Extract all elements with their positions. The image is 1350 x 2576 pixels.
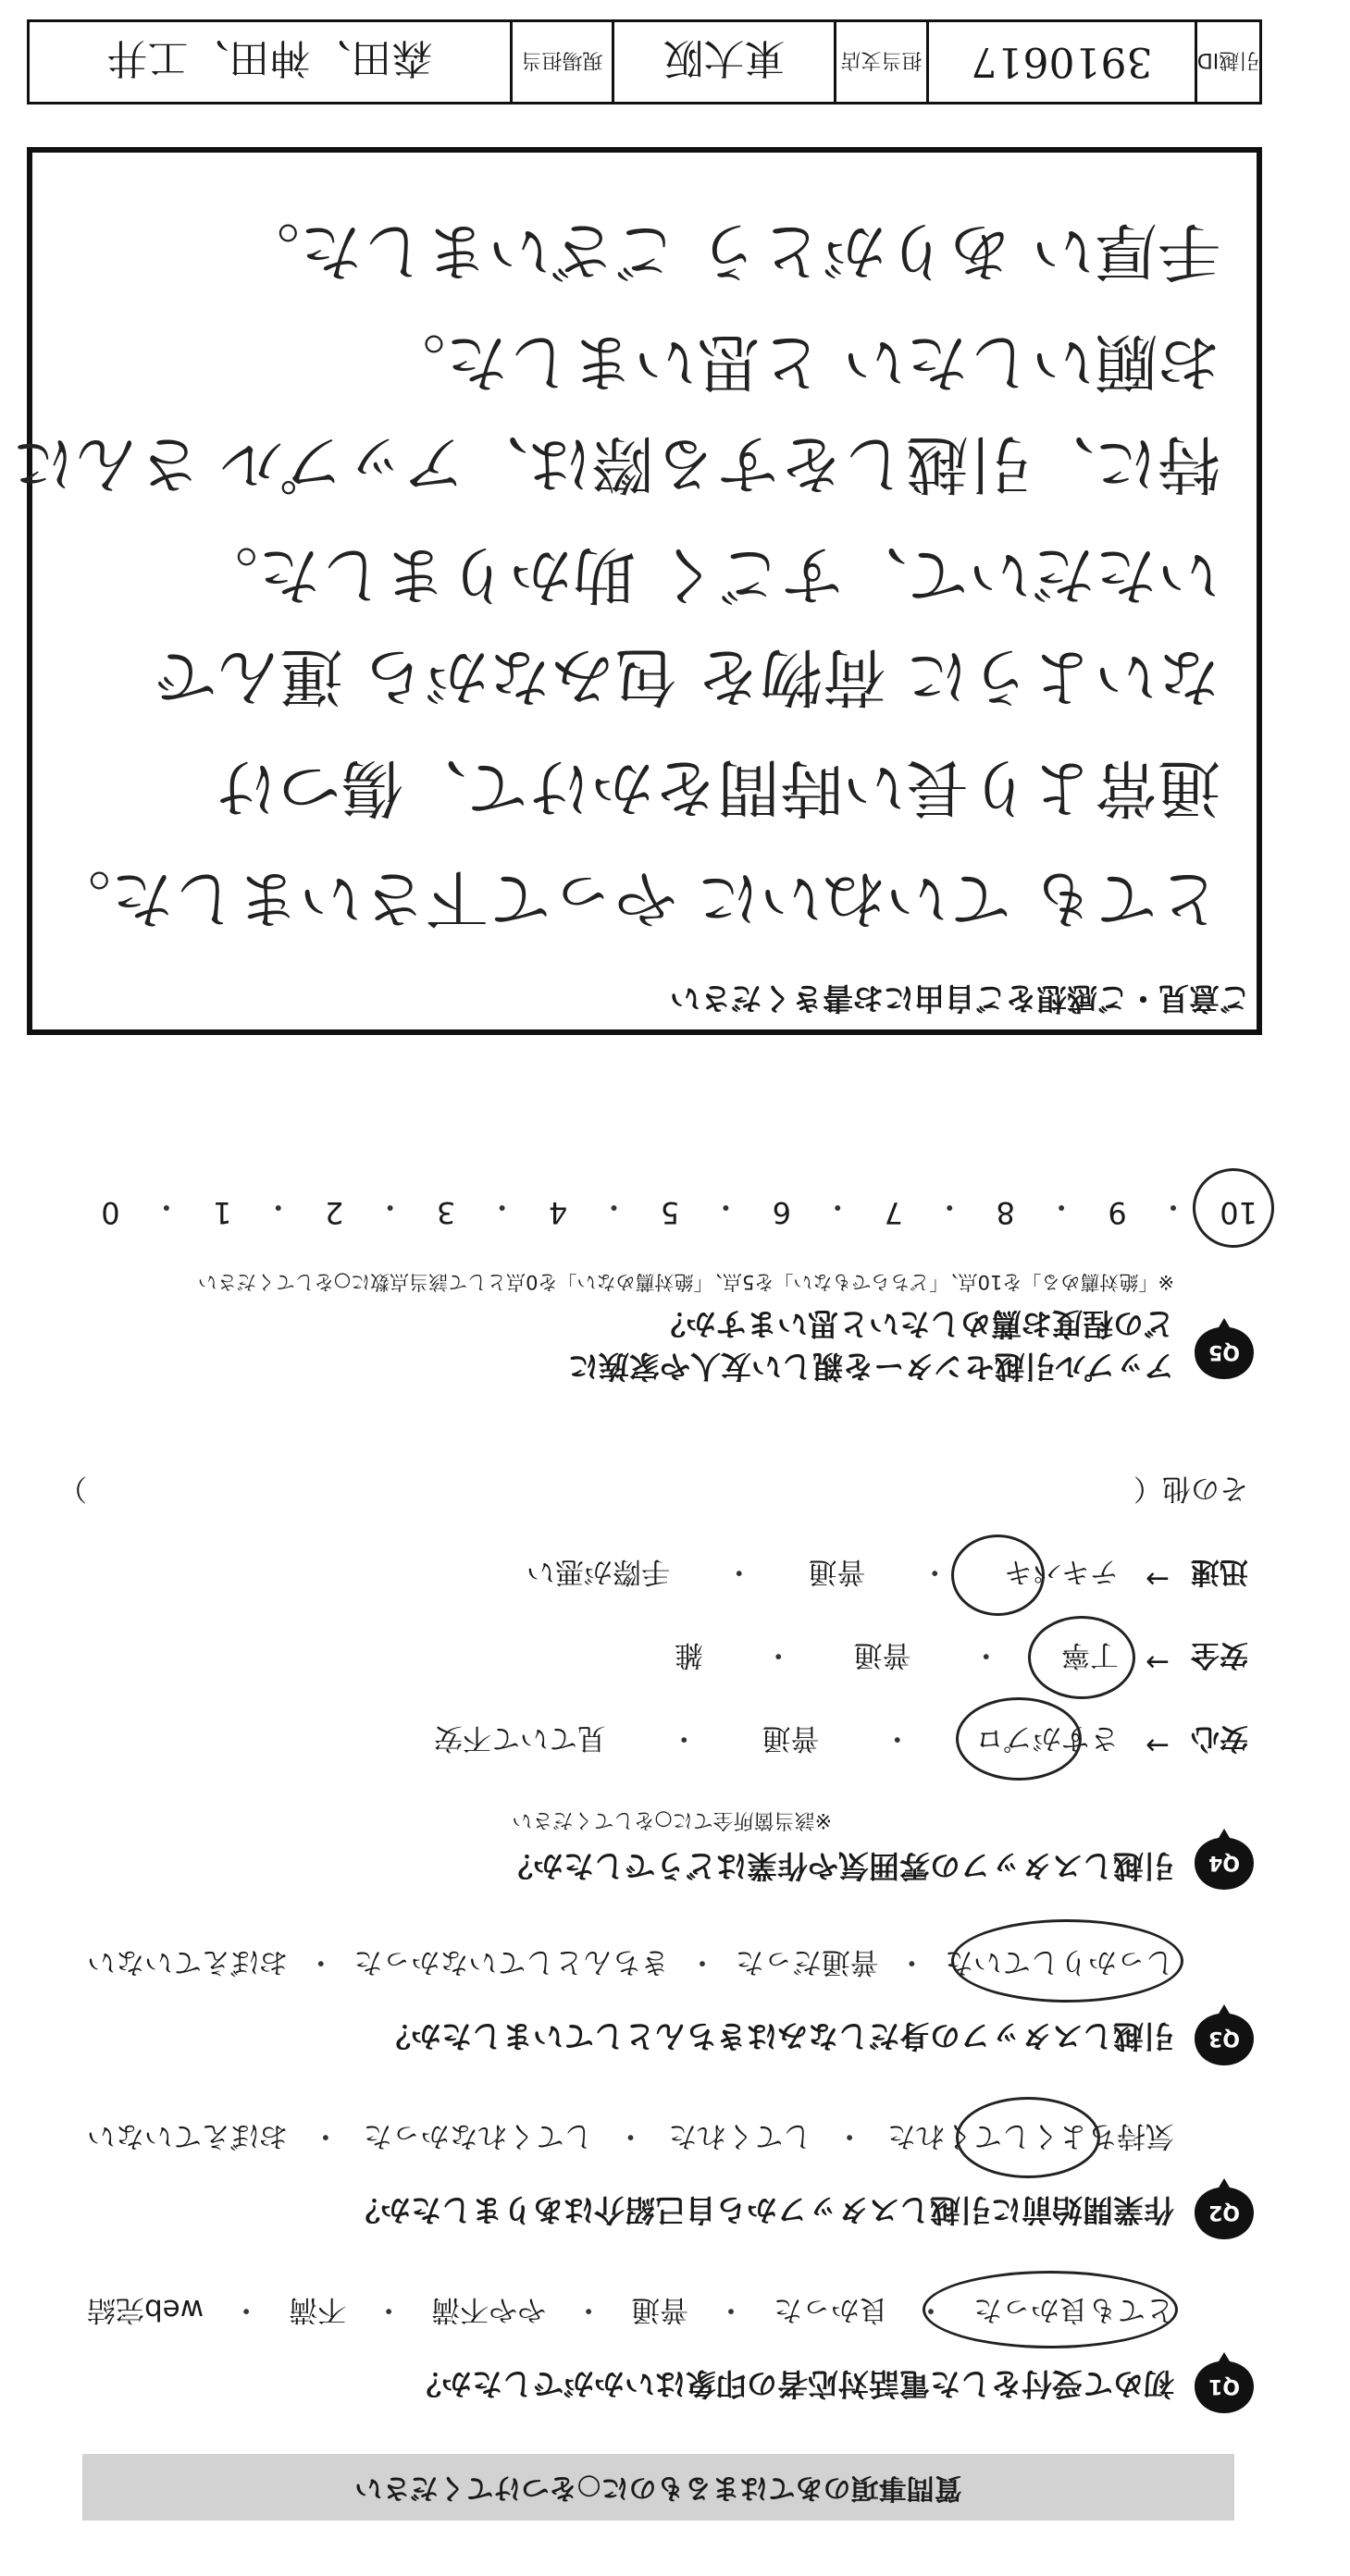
q4-anzen-option-1[interactable]: 丁寧 [1061, 1638, 1119, 1671]
q1-option-4[interactable]: やや不満 [431, 2293, 547, 2326]
q4-badge-icon [1191, 1827, 1257, 1893]
id-label: 引越ID [1195, 22, 1259, 102]
q5-score-3[interactable]: 3 [436, 1195, 456, 1230]
q4-row-anshin-label: 安心 [1191, 1721, 1248, 1755]
q4-anzen-answer-circle [1028, 1616, 1135, 1699]
q3-question: 引越しスタッフの身だしなみはきちんとしていましたか？ [380, 2018, 1174, 2054]
q4-jinsoku-option-3[interactable]: 手際が悪い [526, 1555, 670, 1588]
q5-question-line1: アップル引越センターを親しい友人や家族に [567, 1349, 1174, 1385]
q5-score-0[interactable]: 0 [101, 1195, 120, 1230]
leader-label: 現場担当 [510, 22, 612, 102]
q3-option-3[interactable]: きちんとしていなかった [353, 1945, 670, 1978]
comment-line-6: お願いしたい と思いました。 [382, 325, 1220, 398]
q5-score-5[interactable]: 5 [660, 1195, 680, 1230]
q5-question-line2: どの程度お薦めしたいと思いますか？ [655, 1306, 1174, 1342]
q4-jinsoku-option-1[interactable]: テキパキ [1004, 1555, 1119, 1588]
q1-answer-circle [923, 2271, 1178, 2348]
q2-badge-icon [1191, 2176, 1257, 2243]
q5-score-1[interactable]: 1 [213, 1195, 232, 1230]
svg-text:Q5: Q5 [1208, 1340, 1241, 1363]
q4-other-close: ） [58, 1472, 87, 1505]
q5-score-2[interactable]: 2 [325, 1195, 344, 1230]
q3-badge-icon [1191, 2003, 1257, 2069]
q4-anshin-option-1[interactable]: さすがプロ [975, 1721, 1119, 1755]
instruction-text: 質問事項のあてはまるものに○をつけてください [354, 2471, 962, 2504]
q1-option-2[interactable]: 良かった [774, 2293, 889, 2326]
q1-option-3[interactable]: 普通 [631, 2293, 689, 2326]
svg-text:Q4: Q4 [1208, 1851, 1241, 1874]
comment-line-3: ないように 荷物を 包みながら 運んで [154, 639, 1220, 712]
arrow-right-icon: → [1146, 1562, 1170, 1596]
q5-answer-circle [1193, 1168, 1274, 1248]
q2-option-4[interactable]: おぼえていない [87, 2119, 289, 2152]
comment-line-4: いただいて、すごく 助かりました。 [194, 537, 1220, 610]
q1-option-6[interactable]: web完結 [87, 2293, 204, 2326]
q3-answer-circle [951, 1919, 1183, 2003]
q4-anshin-option-2[interactable]: 普通 [762, 1721, 820, 1755]
q1-option-5[interactable]: 不満 [289, 2293, 347, 2326]
q4-jinsoku-answer-circle [951, 1535, 1045, 1616]
q3-option-4[interactable]: おぼえていない [87, 1945, 289, 1978]
q5-score-9[interactable]: 9 [1108, 1195, 1127, 1230]
id-value[interactable]: 3910617 [926, 22, 1195, 102]
q2-option-1[interactable]: 気持ちよくしてくれた [887, 2119, 1174, 2152]
comments-title: ご意見・ご感想をご自由にお書きください [670, 980, 1250, 1017]
q4-note: ※該当箇所全てに○をしてください [512, 1808, 832, 1831]
arrow-right-icon: → [1146, 1729, 1170, 1762]
q4-anzen-option-2[interactable]: 普通 [853, 1638, 911, 1671]
q4-other-input[interactable] [105, 1473, 1105, 1512]
q4-anshin-answer-circle [956, 1697, 1082, 1781]
id-table [27, 19, 1262, 105]
q5-score-7[interactable]: 7 [884, 1195, 903, 1230]
svg-text:Q2: Q2 [1208, 2200, 1241, 2224]
q4-row-anzen-label: 安全 [1191, 1638, 1248, 1671]
q2-option-2[interactable]: してくれた [668, 2119, 812, 2152]
q4-question: 引越しスタッフの雰囲気や作業はどうでしたか？ [502, 1848, 1174, 1884]
q3-option-2[interactable]: 普通だった [735, 1945, 879, 1978]
q5-score-4[interactable]: 4 [548, 1195, 568, 1230]
svg-text:Q1: Q1 [1208, 2374, 1241, 2397]
q4-anzen-option-3[interactable]: 雑 [675, 1638, 703, 1671]
comment-line-7: 手厚い ありがとう ございました。 [236, 214, 1220, 287]
q4-jinsoku-option-2[interactable]: 普通 [808, 1555, 866, 1588]
q1-question: 初めて受付をした電話対応者の印象はいかがでしたか？ [411, 2366, 1174, 2402]
arrow-right-icon: → [1146, 1645, 1170, 1679]
q4-row-anzen-options: 丁寧 ・ 普通 ・ 雑 [675, 1637, 1119, 1679]
q1-options: とても良かった ・ 良かった ・ 普通 ・ やや不満 ・ 不満 ・ web完結 [87, 2292, 1174, 2334]
q1-option-1[interactable]: とても良かった [973, 2293, 1174, 2326]
q3-option-1[interactable]: しっかりしていた [945, 1945, 1174, 1978]
q5-score-8[interactable]: 8 [996, 1195, 1015, 1230]
q5-badge-icon [1191, 1316, 1257, 1383]
comment-line-1: とても ていねいに やって下さいました。 [47, 861, 1220, 934]
q2-answer-circle [956, 2097, 1100, 2178]
comment-line-5: 特に、引越しをする際は、アップル さんに [11, 426, 1220, 499]
branch-label: 担当支店 [834, 22, 926, 102]
q4-row-jinsoku-label: 迅速 [1191, 1555, 1248, 1588]
q5-score-10[interactable]: 10 [1220, 1195, 1257, 1230]
branch-value[interactable]: 東大阪 [612, 22, 834, 102]
q2-question: 作業開始前に引越しスタッフから自己紹介はありましたか？ [350, 2192, 1174, 2228]
q2-options: 気持ちよくしてくれた ・ してくれた ・ してくれなかった ・ おぼえていない [87, 2118, 1174, 2160]
leader-value[interactable]: 森田、神田、工井 [106, 34, 433, 81]
q5-scale: 10 ・ 9 ・ 8 ・ 7 ・ 6 ・ 5 ・ 4 ・ 3 ・ 2 ・ 1 ・ 0 [101, 1189, 1257, 1230]
q4-anshin-option-3[interactable]: 見ていて不安 [434, 1721, 606, 1755]
q2-option-3[interactable]: してくれなかった [363, 2119, 593, 2152]
svg-text:Q3: Q3 [1208, 2027, 1241, 2050]
q4-row-anshin-options: さすがプロ ・ 普通 ・ 見ていて不安 [434, 1720, 1119, 1762]
q1-badge-icon [1191, 2350, 1257, 2417]
q4-other-label: その他（ [1133, 1472, 1248, 1505]
q3-options: しっかりしていた ・ 普通だった ・ きちんとしていなかった ・ おぼえていない [87, 1944, 1174, 1986]
q5-score-6[interactable]: 6 [772, 1195, 792, 1230]
comment-line-2: 通常より長い時間をかけて、傷つけ [215, 750, 1220, 823]
q5-note: ※「絶対薦める」を10点、「どちらでもない」を5点、「絶対薦めない」を0点として該当点数に○をしてください [197, 1271, 1174, 1293]
q4-row-jinsoku-options: テキパキ ・ 普通 ・ 手際が悪い [526, 1554, 1119, 1596]
